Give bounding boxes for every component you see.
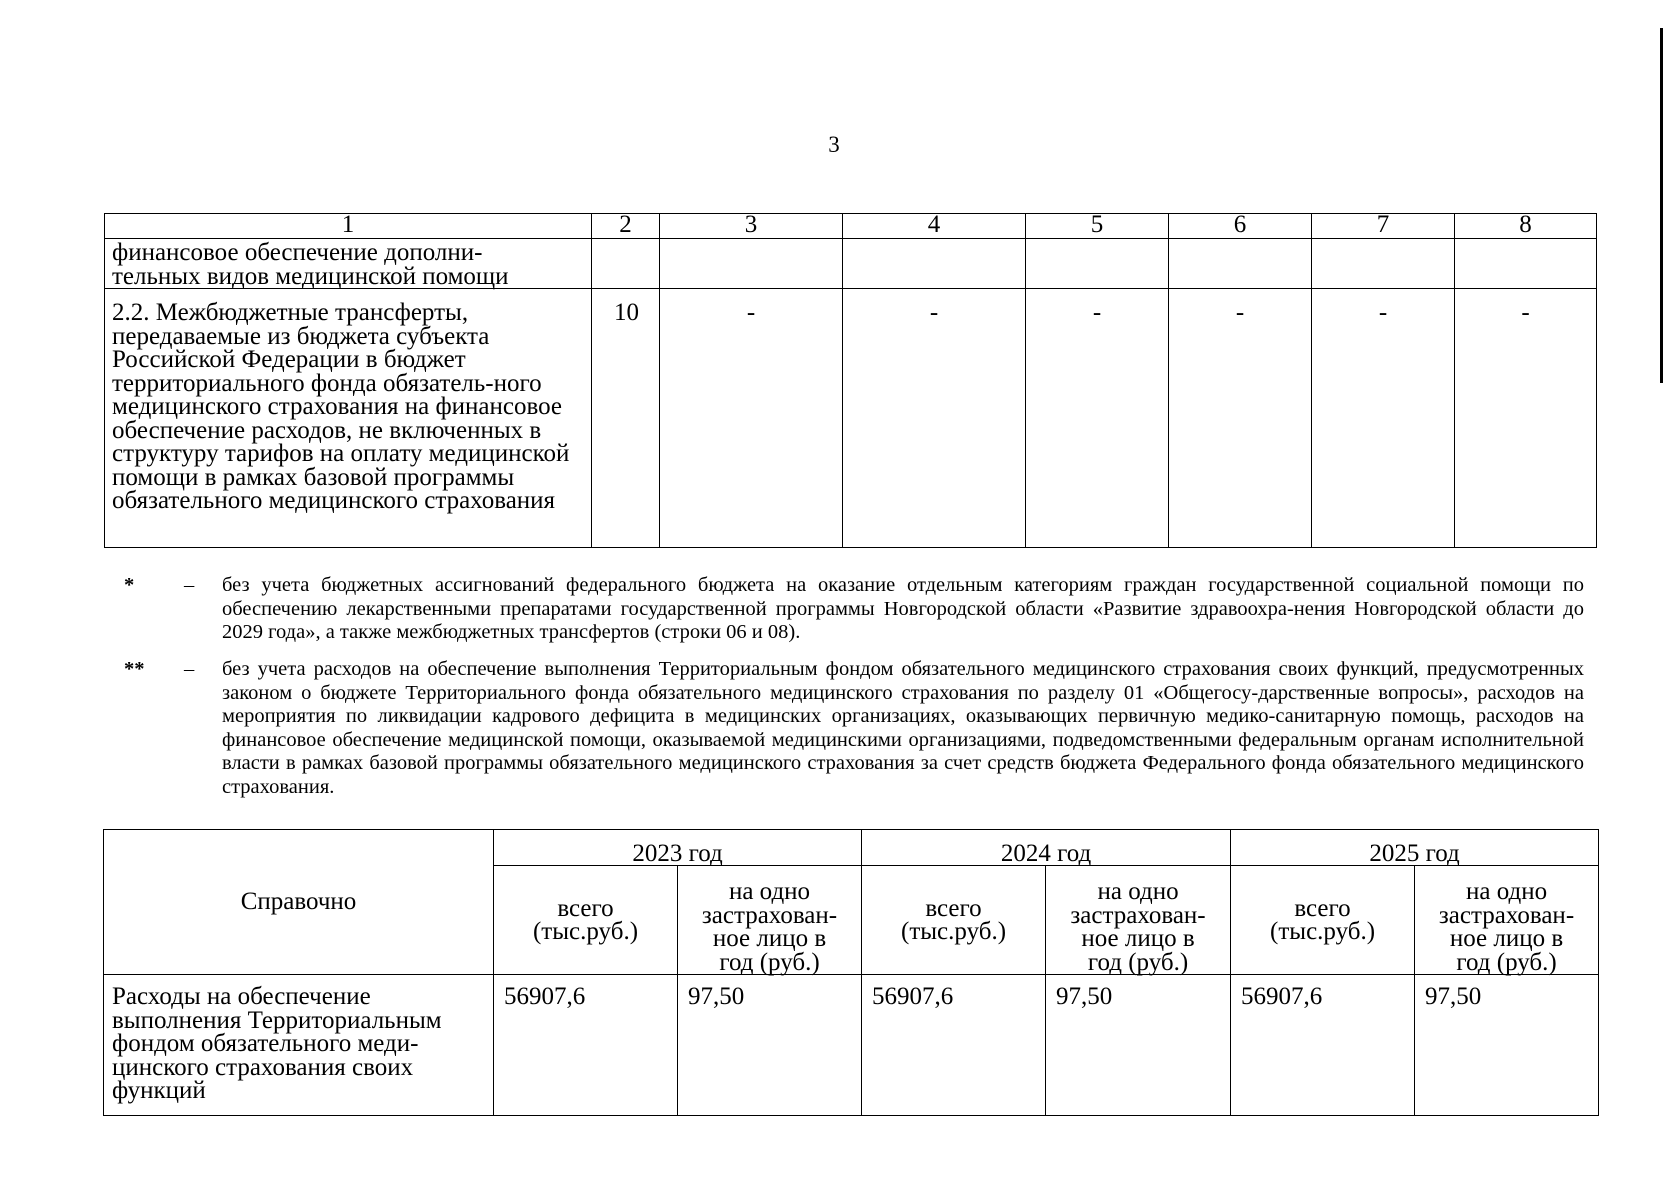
per-person-header: на одно застрахован- ное лицо в год (руб.) [678,866,862,975]
value-cell: 97,50 [1046,975,1231,1116]
value-cell: 97,50 [678,975,862,1116]
year-row [104,830,1599,866]
year-header: 2025 год [1231,830,1599,866]
value-cell: 56907,6 [1231,975,1415,1116]
value-cell: - [1169,289,1312,548]
value-cell: - [660,289,843,548]
footnote-mark: * [124,574,135,596]
table-row [104,975,1599,1116]
total-header: всего (тыс.руб.) [862,866,1046,975]
per-person-header: на одно застрахован- ное лицо в год (руб.) [1415,866,1599,975]
footnote [124,574,1584,645]
total-header: всего (тыс.руб.) [494,866,678,975]
value-cell: - [1455,289,1597,548]
row-label: 2.2. Межбюджетные трансферты, передаваемые из бюджета субъекта Российской Федерации в бюджет территориального фонда обязатель-ного медицинского страхования на финансовое обеспечение расходов, не включенных в структуру тарифов на оплату медицинской помощи в рамках базовой программы обязательного медицинского страхования [105,289,592,548]
empty-cell [1455,239,1597,289]
per-person-header: на одно застрахован- ное лицо в год (руб.) [1046,866,1231,975]
row-label: финансовое обеспечение дополни- тельных видов медицинской помощи [105,239,592,289]
footnote-text: без учета расходов на обеспечение выполнения Территориальным фондом обязательного медицинского страхования своих функций, предусмотренных законом о бюджете Территориального фонда обязательного медицинского страхования по разделу 01 «Общегосу-дарственные вопросы», расходов на мероприятия по ликвидации кадрового дефицита в медицинских организациях, оказывающих первичную медико-санитарную помощь, расходов на финансовое обеспечение медицинской помощи, оказываемой медицинскими организациями, подведомственными федеральным органам исполнительной власти в рамках базовой программы обязательного медицинского страхования за счет средств бюджета Федерального фонда обязательного медицинского страхования. [222,658,1584,798]
value-cell: 56907,6 [862,975,1046,1116]
page-number: 3 [828,132,840,157]
table-row [105,289,1597,548]
empty-cell [1026,239,1169,289]
col-number: 1 [105,214,592,239]
row-label: Расходы на обеспечение выполнения Территориальным фондом обязательного меди-цинского страхования своих функций [104,975,494,1116]
reference-label: Справочно [104,830,494,975]
footnote-dash: – [184,658,195,680]
footnote-dash: – [184,574,195,596]
empty-cell [660,239,843,289]
footnote [124,658,1584,799]
empty-cell [1312,239,1455,289]
budget-table [104,213,1597,548]
value-cell: - [843,289,1026,548]
empty-cell [1169,239,1312,289]
col-number: 6 [1169,214,1312,239]
col-number: 7 [1312,214,1455,239]
scan-edge-line [1660,28,1663,383]
total-header: всего (тыс.руб.) [1231,866,1415,975]
col-number: 2 [592,214,660,239]
empty-cell [843,239,1026,289]
value-cell: - [1026,289,1169,548]
reference-table [103,829,1599,1116]
column-number-row [105,214,1597,239]
table-row [105,239,1597,289]
row-code: 10 [592,289,660,548]
col-number: 5 [1026,214,1169,239]
year-header: 2024 год [862,830,1231,866]
footnote-text: без учета бюджетных ассигнований федерального бюджета на оказание отдельным категориям граждан государственной социальной помощи по обеспечению лекарственными препаратами государственной программы Новгородской области «Развитие здравоохра-нения Новгородской области до 2029 года», а также межбюджетных трансфертов (строки 06 и 08). [222,574,1584,643]
empty-cell [592,239,660,289]
value-cell: 97,50 [1415,975,1599,1116]
value-cell: - [1312,289,1455,548]
value-cell: 56907,6 [494,975,678,1116]
year-header: 2023 год [494,830,862,866]
col-number: 8 [1455,214,1597,239]
footnote-mark: ** [124,658,145,680]
col-number: 3 [660,214,843,239]
col-number: 4 [843,214,1026,239]
